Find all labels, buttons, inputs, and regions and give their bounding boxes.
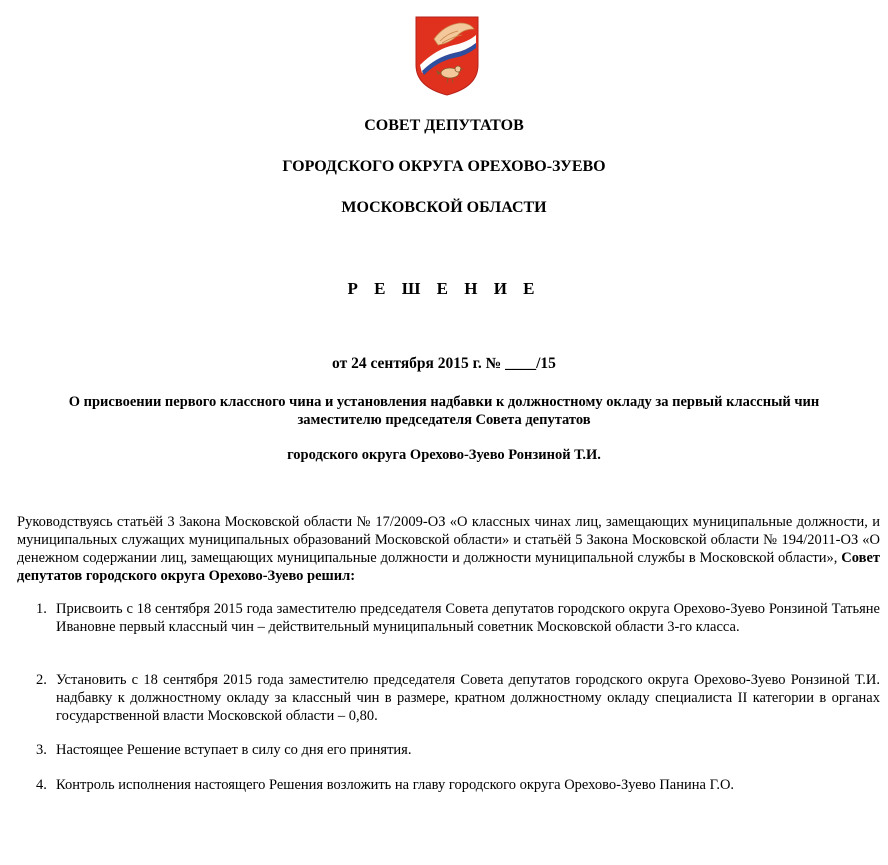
item-number: 3. (36, 742, 47, 758)
decision-date-number: от 24 сентября 2015 г. № ____/15 (332, 355, 556, 372)
subject-line2: заместителю председателя Совета депутатов (297, 412, 591, 428)
council-title-line2: ГОРОДСКОГО ОКРУГА ОРЕХОВО-ЗУЕВО (282, 158, 606, 175)
item-number: 4. (36, 777, 47, 793)
decision-heading: Р Е Ш Е Н И Е (347, 279, 541, 298)
item-number: 1. (36, 601, 47, 617)
subject-line3: городского округа Орехово-Зуево Ронзиной Т.И. (287, 447, 601, 463)
coat-of-arms-icon (414, 15, 480, 97)
list-item (36, 671, 880, 725)
preamble-resolution: Совет депутатов городского округа Орехово-Зуево решил: (17, 550, 880, 584)
list-item (36, 600, 880, 636)
subject-line1: О присвоении первого классного чина и установления надбавки к должностному окладу за первый классный чин (68, 394, 820, 410)
council-title-line1: СОВЕТ ДЕПУТАТОВ (364, 117, 524, 134)
item-text: Установить с 18 сентября 2015 года заместителю председателя Совета депутатов городского округа Орехово-Зуево Ронзиной Т.И. надбавку к должностному окладу за классный чин в размере, кратном должностному окладу специалиста II категории в органах государственной власти Московской области – 0,80. (56, 672, 880, 724)
council-title-line3: МОСКОВСКОЙ ОБЛАСТИ (341, 199, 547, 216)
preamble-paragraph (17, 513, 880, 585)
item-text: Контроль исполнения настоящего Решения возложить на главу городского округа Орехово-Зуево Панина Г.О. (56, 777, 735, 793)
list-item (36, 776, 880, 794)
preamble-text: Руководствуясь статьёй 3 Закона Московской области № 17/2009-ОЗ «О классных чинах лиц, замещающих муниципальные должности, и муниципальных служащих муниципальных образований Московской области» и статьёй 5 Закона Московской области № 194/2011-ОЗ «О денежном содержании лиц, замещающих муниципальные должности и должности муниципальной службы в Московской области», (17, 514, 880, 566)
item-number: 2. (36, 672, 47, 688)
item-text: Настоящее Решение вступает в силу со дня его принятия. (56, 742, 412, 758)
list-item (36, 741, 880, 759)
item-text: Присвоить с 18 сентября 2015 года заместителю председателя Совета депутатов городского округа Орехово-Зуево Ронзиной Татьяне Ивановне первый классный чин – действительный муниципальный советник Московской области 3-го класса. (56, 601, 880, 635)
